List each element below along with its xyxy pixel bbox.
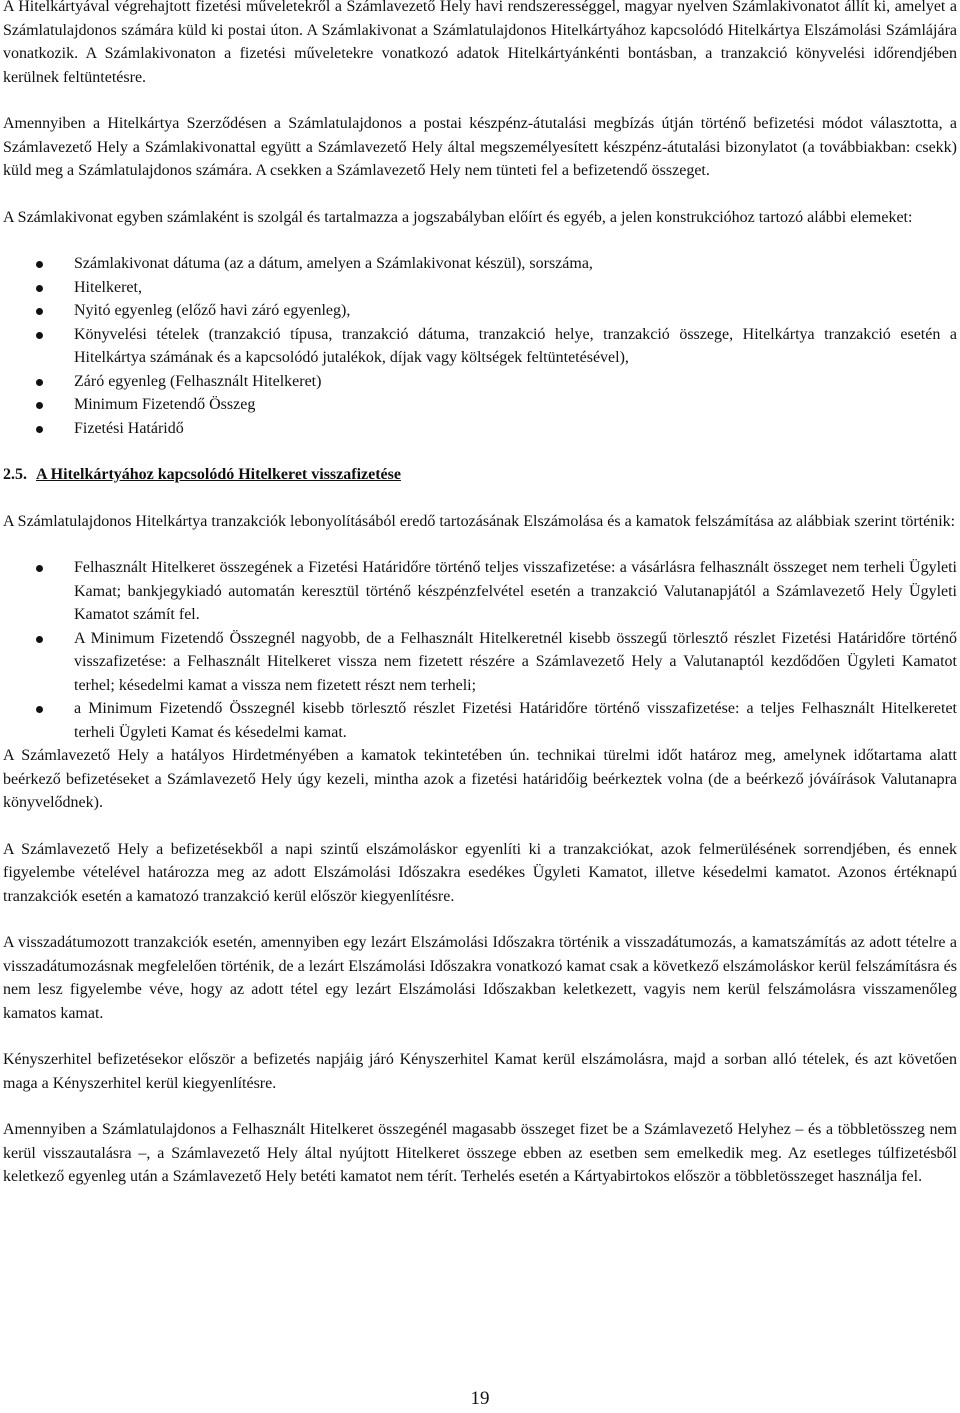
- list-item: Felhasznált Hitelkeret összegének a Fizetési Határidőre történő teljes visszafizetése: a vásárlásra felhasznált összeget nem terheli Ügyleti Kamat; bankjegykiadó automatán keresztül történő készpénzfelvétel esetén a tranzakció Valutanapjától a Számlavezető Hely Ügyleti Kamatot számít fel.: [3, 556, 957, 627]
- bullet-icon: [36, 285, 43, 292]
- page-number: 19: [470, 1388, 490, 1409]
- section-title: A Hitelkártyához kapcsolódó Hitelkeret visszafizetése: [36, 466, 401, 483]
- bullet-icon: [36, 379, 43, 386]
- bullet-icon: [36, 636, 43, 643]
- paragraph-settlement-order: A Számlavezető Hely a befizetésekből a napi szintű elszámoláskor egyenlíti ki a tranzakciókat, azok felmerülésének sorrendjében, és ennek figyelembe vételével határozza meg az adott Elszámolási Időszakra esedékes Ügyleti Kamatot, illetve késedelmi kamatot. Azonos értéknapú tranzakciók esetén a kamatozó tranzakció kerül először kiegyenlítésre.: [3, 840, 957, 905]
- paragraph-repayment-intro: A Számlatulajdonos Hitelkártya tranzakciók lebonyolításából eredő tartozásának Elszámolása és a kamatok felszámítása az alábbiak szerint történik:: [3, 512, 956, 530]
- bullet-icon: [36, 402, 43, 409]
- bullet-icon: [36, 332, 43, 339]
- list-item: A Minimum Fizetendő Összegnél nagyobb, de a Felhasznált Hitelkeretnél kisebb összegű törlesztő részlet Fizetési Határidőre történő visszafizetése: a Felhasznált Hitelkeret vissza nem fizetett részére a Számlavezető Hely a Valutanaptól kezdődően Ügyleti Kamatot terhel; késedelmi kamat a vissza nem fizetett részt nem terheli;: [3, 627, 957, 698]
- paragraph-grace-period: A Számlavezető Hely a hatályos Hirdetményében a kamatok tekintetében ún. technikai türelmi időt határoz meg, amelynek időtartama alatt beérkező befizetéseket a Számlavezető Hely úgy kezeli, mintha azok a fizetési határidőig beérkeztek volna (de a beérkező jóváírások Valutanapra könyvelődnek).: [3, 747, 957, 811]
- list-item: Minimum Fizetendő Összeg: [3, 393, 957, 417]
- bullet-icon: [36, 565, 43, 572]
- paragraph-statement-elements-intro: A Számlakivonat egyben számlaként is szolgál és tartalmazza a jogszabályban előírt és egyéb, a jelen konstrukcióhoz tartozó alábbi elemeket:: [3, 208, 913, 226]
- list-item: Könyvelési tételek (tranzakció típusa, tranzakció dátuma, tranzakció helye, tranzakció összege, Hitelkártya tranzakció esetén a Hitelkártya számának és a kapcsolódó jutalékok, díjak vagy költségek feltüntetésével),: [3, 323, 957, 370]
- bullet-icon: [36, 308, 43, 315]
- paragraph-backdated-transactions: A visszadátumozott tranzakciók esetén, amennyiben egy lezárt Elszámolási Időszakra történik a visszadátumozás, a kamatszámítás az adott tételre a visszadátumozásnak megfelelően történik, de a lezárt Elszámolási Időszakra vonatkozó kamat csak a következő elszámoláskor kerül felszámításra és nem lesz figyelembe véve, hogy az adott tétel egy lezárt Elszámolási Időszakban keletkezett, vagyis nem kerül felszámolásra visszamenőleg kamatos kamat.: [3, 934, 957, 1022]
- section-heading: [3, 463, 957, 487]
- paragraph-postal-cheque: Amennyiben a Hitelkártya Szerződésen a Számlatulajdonos a postai készpénz-átutalási megbízás útján történő befizetési módot választotta, a Számlavezető Hely a Számlakivonattal együtt a Számlavezető Hely által megszemélyesített készpénz-átutalási bizonylatot (a továbbiakban: csekk) küld meg a Számlatulajdonos számára. A csekken a Számlavezető Hely nem tünteti fel a befizetendő összeget.: [3, 115, 957, 179]
- list-item: a Minimum Fizetendő Összegnél kisebb törlesztő részlet Fizetési Határidőre történő visszafizetése: a teljes Felhasznált Hitelkeretet terheli Ügyleti Kamat és késedelmi kamat.: [3, 697, 957, 744]
- list-item: Záró egyenleg (Felhasznált Hitelkeret): [3, 370, 957, 394]
- bullet-icon: [36, 261, 43, 268]
- list-item: Hitelkeret,: [3, 276, 957, 300]
- section-number: 2.5.: [3, 466, 27, 483]
- list-item: Nyitó egyenleg (előző havi záró egyenleg),: [3, 299, 957, 323]
- document-body: [3, 0, 957, 1189]
- paragraph-overpayment: Amennyiben a Számlatulajdonos a Felhasznált Hitelkeret összegénél magasabb összeget fizet be a Számlavezető Helyhez – és a többletösszeg nem kerül visszautalásra –, a Számlavezető Hely által nyújtott Hitelkeret összege ebben az esetben sem emelkedik meg. Az esetleges túlfizetésből keletkező egyenleg után a Számlavezető Hely betéti kamatot nem térít. Terhelés esetén a Kártyabirtokos először a többletösszeget használja fel.: [3, 1121, 957, 1185]
- repayment-cases-list: [3, 556, 957, 744]
- statement-elements-list: [3, 252, 957, 440]
- paragraph-statement-issuance: A Hitelkártyával végrehajtott fizetési műveletekről a Számlavezető Hely havi rendszerességgel, magyar nyelven Számlakivonatot állít ki, amelyet a Számlatulajdonos számára küld ki postai úton. A Számlakivonat a Számlatulajdonos Hitelkártyához kapcsolódó Hitelkártya Elszámolási Számlájára vonatkozik. A Számlakivonaton a fizetési műveletekre vonatkozó adatok Hitelkártyánkénti bontásban, a tranzakció könyvelési időrendjében kerülnek feltüntetésre.: [3, 0, 957, 86]
- paragraph-forced-credit: Kényszerhitel befizetésekor először a befizetés napjáig járó Kényszerhitel Kamat kerül elszámolásra, majd a sorban alló tételek, és azt követően maga a Kényszerhitel kerül kiegyenlítésre.: [3, 1051, 957, 1092]
- bullet-icon: [36, 706, 43, 713]
- list-item: Fizetési Határidő: [3, 417, 957, 441]
- bullet-icon: [36, 426, 43, 433]
- list-item: Számlakivonat dátuma (az a dátum, amelyen a Számlakivonat készül), sorszáma,: [3, 252, 957, 276]
